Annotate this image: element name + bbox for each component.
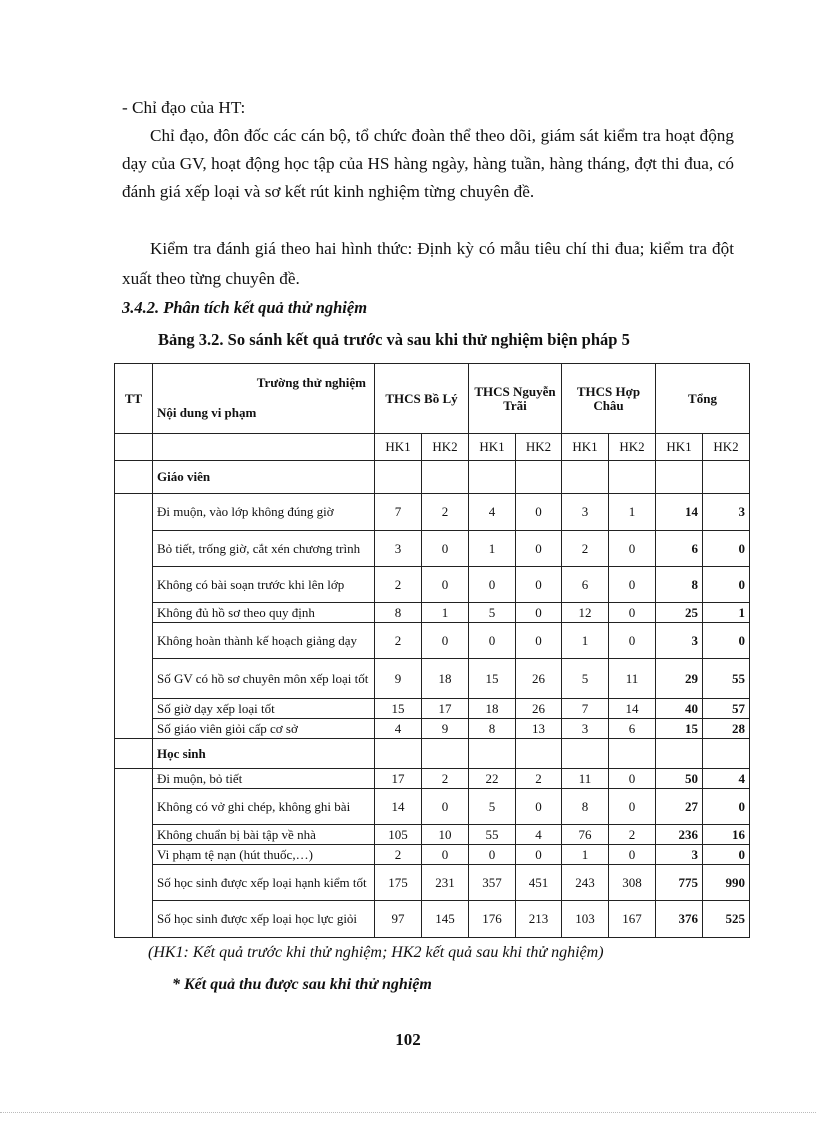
empty-cell <box>153 434 375 461</box>
teacher-section <box>115 461 750 739</box>
value-cell: 176 <box>469 901 516 938</box>
tt-cell <box>115 769 153 789</box>
table-row <box>115 567 750 603</box>
value-cell: 308 <box>609 865 656 901</box>
tt-cell <box>115 789 153 825</box>
value-cell: 97 <box>375 901 422 938</box>
value-cell: 145 <box>422 901 469 938</box>
value-cell: 0 <box>609 789 656 825</box>
table-caption: Bảng 3.2. So sánh kết quả trước và sau khi thử nghiệm biện pháp 5 <box>158 330 630 349</box>
value-cell: 2 <box>609 825 656 845</box>
total-value-cell: 27 <box>656 789 703 825</box>
value-cell: 14 <box>375 789 422 825</box>
value-cell: 12 <box>562 603 609 623</box>
row-label: Không có vở ghi chép, không ghi bài <box>153 789 375 825</box>
tt-cell <box>115 845 153 865</box>
value-cell: 8 <box>562 789 609 825</box>
value-cell: 18 <box>422 659 469 699</box>
value-cell: 231 <box>422 865 469 901</box>
value-cell: 10 <box>422 825 469 845</box>
value-cell: 5 <box>562 659 609 699</box>
tt-cell <box>115 531 153 567</box>
value-cell: 14 <box>609 699 656 719</box>
empty-cell <box>375 739 422 769</box>
value-cell: 0 <box>516 789 562 825</box>
value-cell: 4 <box>469 494 516 531</box>
tt-cell <box>115 825 153 845</box>
tt-cell <box>115 623 153 659</box>
value-cell: 2 <box>375 845 422 865</box>
empty-cell <box>703 739 750 769</box>
value-cell: 6 <box>609 719 656 739</box>
total-value-cell: 28 <box>703 719 750 739</box>
total-value-cell: 990 <box>703 865 750 901</box>
total-value-cell: 0 <box>703 567 750 603</box>
value-cell: 0 <box>609 531 656 567</box>
value-cell: 1 <box>562 623 609 659</box>
table-row <box>115 789 750 825</box>
row-label: Số học sinh được xếp loại học lực giỏi <box>153 901 375 938</box>
value-cell: 15 <box>469 659 516 699</box>
value-cell: 4 <box>516 825 562 845</box>
value-cell: 0 <box>469 567 516 603</box>
total-value-cell: 0 <box>703 623 750 659</box>
value-cell: 2 <box>422 494 469 531</box>
total-value-cell: 0 <box>703 845 750 865</box>
table-row <box>115 901 750 938</box>
value-cell: 9 <box>422 719 469 739</box>
total-value-cell: 55 <box>703 659 750 699</box>
total-value-cell: 15 <box>656 719 703 739</box>
row-label: Không hoàn thành kế hoạch giảng dạy <box>153 623 375 659</box>
table-note: (HK1: Kết quả trước khi thử nghiệm; HK2 kết quả sau khi thử nghiệm) <box>148 944 604 961</box>
student-section <box>115 739 750 938</box>
value-cell: 1 <box>422 603 469 623</box>
total-value-cell: 6 <box>656 531 703 567</box>
value-cell: 105 <box>375 825 422 845</box>
value-cell: 0 <box>422 531 469 567</box>
value-cell: 357 <box>469 865 516 901</box>
total-value-cell: 1 <box>703 603 750 623</box>
content-axis-label: Nội dung vi phạm <box>157 404 257 420</box>
value-cell: 0 <box>422 789 469 825</box>
empty-cell <box>516 461 562 494</box>
value-cell: 7 <box>562 699 609 719</box>
table-row <box>115 825 750 845</box>
result-heading: * Kết quả thu được sau khi thử nghiệm <box>172 976 432 993</box>
total-value-cell: 236 <box>656 825 703 845</box>
value-cell: 17 <box>422 699 469 719</box>
total-value-cell: 40 <box>656 699 703 719</box>
table-row <box>115 865 750 901</box>
value-cell: 9 <box>375 659 422 699</box>
tt-cell <box>115 699 153 719</box>
total-value-cell: 0 <box>703 789 750 825</box>
total-value-cell: 8 <box>656 567 703 603</box>
value-cell: 0 <box>609 603 656 623</box>
table-row <box>115 623 750 659</box>
row-label: Bỏ tiết, trống giờ, cắt xén chương trình <box>153 531 375 567</box>
table-row <box>115 494 750 531</box>
value-cell: 15 <box>375 699 422 719</box>
school-header: THCS Nguyễn Trãi <box>469 364 562 434</box>
tt-cell <box>115 659 153 699</box>
value-cell: 243 <box>562 865 609 901</box>
empty-cell <box>422 461 469 494</box>
value-cell: 0 <box>422 567 469 603</box>
value-cell: 0 <box>422 623 469 659</box>
value-cell: 0 <box>516 623 562 659</box>
empty-cell <box>375 461 422 494</box>
diagonal-header-cell <box>153 364 375 434</box>
section-label: Học sinh <box>153 739 375 769</box>
school-header: THCS Hợp Châu <box>562 364 656 434</box>
empty-cell <box>115 434 153 461</box>
row-label: Đi muộn, bỏ tiết <box>153 769 375 789</box>
value-cell: 76 <box>562 825 609 845</box>
total-value-cell: 775 <box>656 865 703 901</box>
value-cell: 8 <box>469 719 516 739</box>
value-cell: 1 <box>562 845 609 865</box>
value-cell: 11 <box>562 769 609 789</box>
table-row <box>115 699 750 719</box>
empty-cell <box>115 739 153 769</box>
row-label: Không đủ hồ sơ theo quy định <box>153 603 375 623</box>
results-table <box>114 363 750 938</box>
section-heading: 3.4.2. Phân tích kết quả thử nghiệm <box>122 298 368 317</box>
value-cell: 2 <box>375 623 422 659</box>
value-cell: 0 <box>516 531 562 567</box>
value-cell: 167 <box>609 901 656 938</box>
table-row <box>115 719 750 739</box>
total-value-cell: 25 <box>656 603 703 623</box>
diagonal-line <box>153 364 375 434</box>
row-label: Số giáo viên giỏi cấp cơ sở <box>153 719 375 739</box>
value-cell: 0 <box>609 567 656 603</box>
row-label: Vi phạm tệ nạn (hút thuốc,…) <box>153 845 375 865</box>
empty-cell <box>656 739 703 769</box>
page-bottom-rule <box>0 1112 816 1113</box>
total-value-cell: 376 <box>656 901 703 938</box>
value-cell: 3 <box>562 719 609 739</box>
value-cell: 2 <box>375 567 422 603</box>
total-value-cell: 3 <box>656 845 703 865</box>
value-cell: 13 <box>516 719 562 739</box>
value-cell: 103 <box>562 901 609 938</box>
row-label: Không chuẩn bị bài tập về nhà <box>153 825 375 845</box>
diagonal-stroke <box>153 364 375 434</box>
page-number: 102 <box>395 1030 421 1049</box>
empty-cell <box>516 739 562 769</box>
value-cell: 175 <box>375 865 422 901</box>
row-label: Đi muộn, vào lớp không đúng giờ <box>153 494 375 531</box>
term-header: HK2 <box>609 434 656 461</box>
tt-header: TT <box>115 364 153 434</box>
value-cell: 0 <box>609 845 656 865</box>
empty-cell <box>609 739 656 769</box>
value-cell: 0 <box>469 845 516 865</box>
empty-cell <box>469 739 516 769</box>
value-cell: 4 <box>375 719 422 739</box>
value-cell: 6 <box>562 567 609 603</box>
total-value-cell: 29 <box>656 659 703 699</box>
empty-cell <box>609 461 656 494</box>
value-cell: 0 <box>516 567 562 603</box>
school-header: THCS Bồ Lý <box>375 364 469 434</box>
value-cell: 5 <box>469 789 516 825</box>
table-row <box>115 845 750 865</box>
row-label: Không có bài soạn trước khi lên lớp <box>153 567 375 603</box>
total-value-cell: 3 <box>656 623 703 659</box>
total-value-cell: 3 <box>703 494 750 531</box>
tt-cell <box>115 865 153 901</box>
tt-cell <box>115 603 153 623</box>
value-cell: 5 <box>469 603 516 623</box>
term-header: HK1 <box>656 434 703 461</box>
empty-cell <box>422 739 469 769</box>
value-cell: 26 <box>516 699 562 719</box>
inspection-paragraph: Kiểm tra đánh giá theo hai hình thức: Định kỳ có mẫu tiêu chí thi đua; kiểm tra đột xuất theo từng chuyên đề. <box>122 239 734 288</box>
table-row <box>115 603 750 623</box>
total-value-cell: 16 <box>703 825 750 845</box>
term-header: HK1 <box>469 434 516 461</box>
value-cell: 22 <box>469 769 516 789</box>
value-cell: 451 <box>516 865 562 901</box>
row-label: Số GV có hồ sơ chuyên môn xếp loại tốt <box>153 659 375 699</box>
total-value-cell: 57 <box>703 699 750 719</box>
section-row <box>115 461 750 494</box>
section-row <box>115 739 750 769</box>
value-cell: 11 <box>609 659 656 699</box>
tt-cell <box>115 901 153 938</box>
value-cell: 17 <box>375 769 422 789</box>
empty-cell <box>562 461 609 494</box>
value-cell: 8 <box>375 603 422 623</box>
value-cell: 1 <box>609 494 656 531</box>
empty-cell <box>115 461 153 494</box>
value-cell: 0 <box>469 623 516 659</box>
term-header: HK1 <box>375 434 422 461</box>
empty-cell <box>703 461 750 494</box>
value-cell: 1 <box>469 531 516 567</box>
value-cell: 0 <box>609 623 656 659</box>
total-value-cell: 0 <box>703 531 750 567</box>
value-cell: 0 <box>516 603 562 623</box>
value-cell: 0 <box>422 845 469 865</box>
term-header: HK2 <box>703 434 750 461</box>
term-header: HK2 <box>516 434 562 461</box>
value-cell: 2 <box>422 769 469 789</box>
term-header: HK1 <box>562 434 609 461</box>
directive-paragraph: Chỉ đạo, đôn đốc các cán bộ, tổ chức đoàn thể theo dõi, giám sát kiểm tra hoạt động dạy của GV, hoạt động học tập của HS hàng ngày, hàng tuần, hàng tháng, đợt thi đua, có đánh giá xếp loại và sơ kết rút kinh nghiệm từng chuyên đề. <box>122 126 734 201</box>
tt-cell <box>115 567 153 603</box>
school-axis-label: Trường thử nghiệm <box>256 374 366 390</box>
row-label: Số giờ dạy xếp loại tốt <box>153 699 375 719</box>
value-cell: 0 <box>516 494 562 531</box>
value-cell: 2 <box>516 769 562 789</box>
table-row <box>115 659 750 699</box>
value-cell: 26 <box>516 659 562 699</box>
total-value-cell: 525 <box>703 901 750 938</box>
tt-cell <box>115 494 153 531</box>
value-cell: 0 <box>609 769 656 789</box>
value-cell: 2 <box>562 531 609 567</box>
value-cell: 18 <box>469 699 516 719</box>
empty-cell <box>562 739 609 769</box>
tt-cell <box>115 719 153 739</box>
table-row <box>115 531 750 567</box>
total-value-cell: 50 <box>656 769 703 789</box>
total-value-cell: 14 <box>656 494 703 531</box>
total-value-cell: 4 <box>703 769 750 789</box>
total-header: Tổng <box>656 364 750 434</box>
table-row <box>115 769 750 789</box>
value-cell: 213 <box>516 901 562 938</box>
row-label: Số học sinh được xếp loại hạnh kiểm tốt <box>153 865 375 901</box>
term-header-row <box>115 434 750 461</box>
value-cell: 55 <box>469 825 516 845</box>
empty-cell <box>469 461 516 494</box>
term-header: HK2 <box>422 434 469 461</box>
value-cell: 3 <box>375 531 422 567</box>
value-cell: 0 <box>516 845 562 865</box>
value-cell: 3 <box>562 494 609 531</box>
empty-cell <box>656 461 703 494</box>
section-label: Giáo viên <box>153 461 375 494</box>
value-cell: 7 <box>375 494 422 531</box>
directive-line: - Chỉ đạo của HT: <box>122 98 246 117</box>
